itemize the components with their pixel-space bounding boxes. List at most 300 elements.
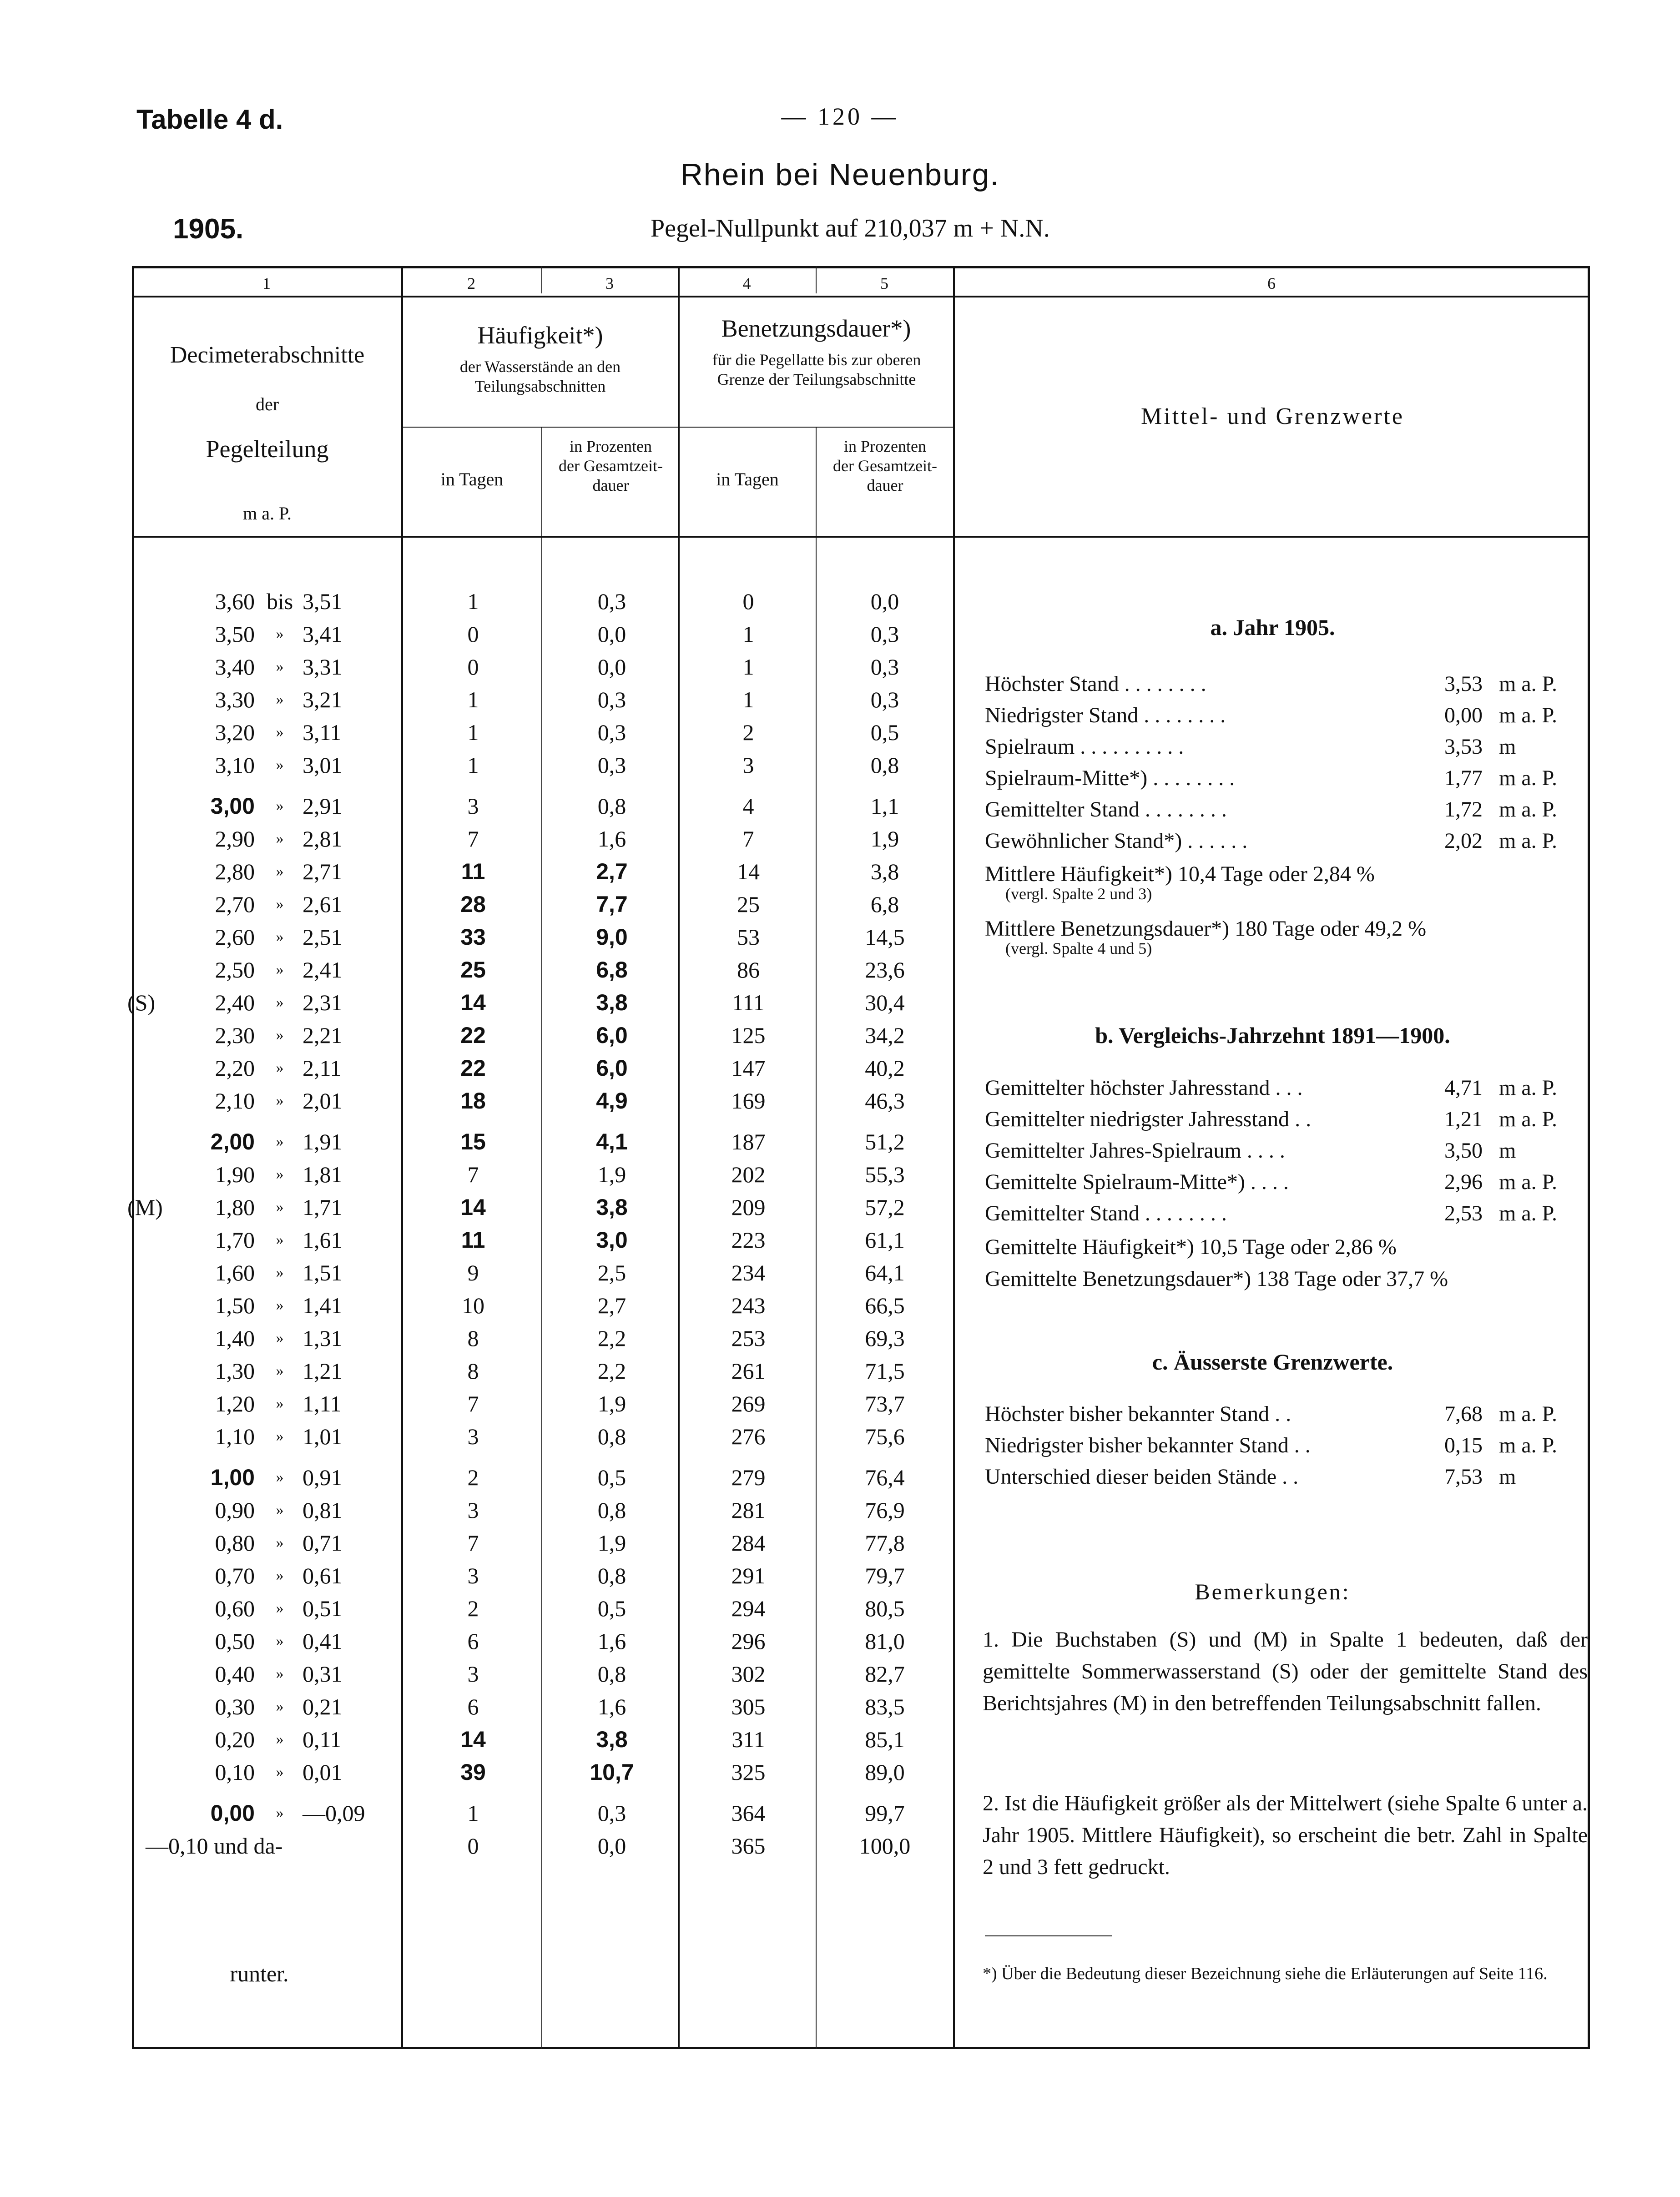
haeufigkeit-days: 8 — [467, 1358, 479, 1384]
benetzung-percent: 75,6 — [865, 1424, 905, 1449]
range-separator: » — [276, 625, 284, 642]
range-separator: » — [276, 724, 284, 741]
bemerkung-1: 1. Die Buchstaben (S) und (M) in Spalte 1 bedeuten, daß der gemittelte Sommerwasserstand (S) oder der gemittelte Stand des Berichtsjahres (M) in den betreffenden Teilungsabschnitt fallen. — [983, 1628, 1588, 1715]
col-number: 3 — [605, 274, 614, 292]
value-label: Höchster bisher bekannter Stand . . — [985, 1402, 1292, 1426]
haeufigkeit-percent: 4,1 — [596, 1129, 628, 1154]
benetzung-days: 187 — [731, 1129, 766, 1154]
benetzung-days: 1 — [742, 621, 754, 647]
benetzung-days: 169 — [731, 1088, 766, 1114]
haeufigkeit-percent: 1,9 — [597, 1530, 626, 1556]
range-from: 0,40 — [215, 1661, 255, 1687]
benetzung-days: 253 — [731, 1325, 766, 1351]
table-row — [0, 683, 1680, 716]
table-row — [0, 650, 1680, 684]
table-row — [0, 716, 1680, 749]
haeufigkeit-percent: 0,8 — [597, 1563, 626, 1588]
benetzung-days: 14 — [737, 859, 760, 884]
col-number: 4 — [742, 274, 751, 292]
range-separator: » — [276, 1469, 284, 1486]
footnote: *) Über die Bedeutung dieser Bezeichnung siehe die Erläuterungen auf Seite 116. — [983, 1964, 1548, 1983]
range-cell — [127, 986, 400, 1019]
table-row — [0, 887, 1680, 921]
benetzung-percent: 55,3 — [865, 1162, 905, 1187]
range-to: 1,81 — [303, 1162, 343, 1187]
range-from: 2,50 — [215, 957, 255, 983]
benetzung-days: 1 — [742, 654, 754, 680]
value-unit: m a. P. — [1499, 797, 1558, 821]
table-row — [0, 1723, 1680, 1756]
in-tagen-header: in Tagen — [440, 469, 504, 489]
range-separator: » — [276, 896, 284, 912]
range-cell — [146, 650, 400, 684]
benetzung-days: 243 — [731, 1293, 766, 1318]
benetzung-percent: 89,0 — [865, 1759, 905, 1785]
benetzung-percent: 0,3 — [870, 687, 899, 712]
haeufigkeit-percent: 10,7 — [590, 1759, 634, 1785]
haeufigkeit-percent: 4,9 — [596, 1088, 628, 1114]
table-row — [0, 953, 1680, 987]
haeufigkeit-days: 3 — [467, 1424, 479, 1449]
value-number: 0,15 — [1444, 1433, 1483, 1457]
haeufigkeit-percent: 6,8 — [596, 957, 628, 983]
in-prozenten-header: in Prozenten der Gesamtzeit-dauer — [833, 437, 937, 495]
table-row — [0, 1084, 1680, 1118]
haeufigkeit-days: 7 — [467, 1391, 479, 1416]
haeufigkeit-subheader: der Wasserstände an den Teilungsabschnitten — [459, 358, 621, 396]
col6-header: Mittel- und Grenzwerte — [1141, 403, 1404, 429]
range-from: 1,30 — [215, 1358, 255, 1384]
mittlere-haeufigkeit-ref: (vergl. Spalte 2 und 3) — [1005, 885, 1152, 903]
range-to: 2,71 — [303, 859, 343, 884]
range-from: 0,00 — [210, 1800, 255, 1826]
value-label: Gemittelte Spielraum-Mitte*) . . . . — [985, 1170, 1289, 1194]
header-rule — [132, 536, 1590, 538]
haeufigkeit-days: 15 — [460, 1129, 486, 1154]
value-unit: m a. P. — [1499, 1076, 1558, 1100]
range-to: 0,71 — [303, 1530, 343, 1556]
value-label: Gemittelter niedrigster Jahresstand . . — [985, 1107, 1312, 1131]
range-to: 1,51 — [303, 1260, 343, 1285]
range-to: 0,61 — [303, 1563, 343, 1588]
range-from: 3,40 — [215, 654, 255, 680]
value-label: Spielraum . . . . . . . . . . — [985, 735, 1184, 759]
haeufigkeit-days: 1 — [467, 752, 479, 778]
benetzung-percent: 23,6 — [865, 957, 905, 983]
benetzung-percent: 100,0 — [859, 1833, 911, 1859]
range-to: 2,61 — [303, 892, 343, 917]
range-cell — [146, 1796, 400, 1830]
range-to: 2,01 — [303, 1088, 343, 1114]
benetzung-percent: 51,2 — [865, 1129, 905, 1154]
benetzung-days: 3 — [742, 752, 754, 778]
benetzung-days: 296 — [731, 1628, 766, 1654]
benetzung-days: 4 — [742, 793, 754, 819]
range-to: 1,01 — [303, 1424, 343, 1449]
value-label: Unterschied dieser beiden Stände . . — [985, 1465, 1299, 1489]
range-to: 0,31 — [303, 1661, 343, 1687]
table-row — [0, 1158, 1680, 1191]
range-cell — [146, 1256, 400, 1290]
range-to: 0,21 — [303, 1694, 343, 1719]
benetzung-days: 325 — [731, 1759, 766, 1785]
range-from: 3,20 — [215, 720, 255, 745]
table-row — [0, 855, 1680, 888]
benetzung-percent: 14,5 — [865, 924, 905, 950]
table-row — [0, 1190, 1680, 1224]
benetzung-percent: 3,8 — [870, 859, 899, 884]
haeufigkeit-days: 11 — [461, 859, 485, 884]
value-label: Gemittelter Jahres-Spielraum . . . . — [985, 1139, 1285, 1163]
haeufigkeit-days: 18 — [460, 1088, 486, 1114]
haeufigkeit-days: 10 — [462, 1293, 484, 1318]
haeufigkeit-percent: 1,9 — [597, 1162, 626, 1187]
range-from: 0,10 — [215, 1759, 255, 1785]
range-separator: » — [276, 1534, 284, 1551]
benetzung-percent: 71,5 — [865, 1358, 905, 1384]
range-to: 2,91 — [303, 793, 343, 819]
haeufigkeit-days: 0 — [467, 621, 479, 647]
value-number: 2,96 — [1444, 1170, 1483, 1194]
benetzung-header: Benetzungsdauer*) — [721, 315, 911, 342]
range-separator: » — [276, 830, 284, 847]
value-unit: m a. P. — [1499, 672, 1558, 696]
range-to: 1,31 — [303, 1325, 343, 1351]
benetzung-days: 305 — [731, 1694, 766, 1719]
value-unit: m a. P. — [1499, 1402, 1558, 1426]
last-row-continuation: runter. — [230, 1961, 289, 1986]
range-to: 3,21 — [303, 687, 343, 712]
benetzung-days: 279 — [731, 1465, 766, 1490]
benetzung-percent: 64,1 — [865, 1260, 905, 1285]
range-separator: » — [276, 1166, 284, 1183]
benetzung-days: 364 — [731, 1800, 766, 1826]
range-from: 1,90 — [215, 1162, 255, 1187]
section-c-title: c. Äusserste Grenzwerte. — [1152, 1349, 1393, 1375]
range-separator: » — [276, 863, 284, 880]
range-cell — [146, 855, 400, 888]
haeufigkeit-days: 3 — [467, 1661, 479, 1687]
table-label: Tabelle 4 d. — [136, 104, 283, 135]
range-cell — [146, 1420, 400, 1453]
col1-header-unit: m a. P. — [243, 503, 292, 524]
haeufigkeit-days: 9 — [467, 1260, 479, 1285]
haeufigkeit-days: 1 — [467, 589, 479, 614]
year-label: 1905. — [173, 213, 244, 245]
range-to: 1,41 — [303, 1293, 343, 1318]
benetzung-percent: 6,8 — [870, 892, 899, 917]
haeufigkeit-days: 14 — [460, 1727, 486, 1752]
benetzung-days: 291 — [731, 1563, 766, 1588]
benetzung-days: 223 — [731, 1227, 766, 1253]
range-separator: » — [276, 994, 284, 1011]
benetzung-days: 86 — [737, 957, 760, 983]
benetzung-percent: 0,5 — [870, 720, 899, 745]
benetzung-percent: 0,3 — [870, 621, 899, 647]
range-cell — [146, 822, 400, 856]
range-separator: » — [276, 1330, 284, 1346]
mittlere-benetzung: Mittlere Benetzungsdauer*) 180 Tage oder 49,2 % — [985, 917, 1427, 941]
value-label: Niedrigster Stand . . . . . . . . — [985, 703, 1226, 727]
haeufigkeit-days: 14 — [460, 1194, 486, 1220]
benetzung-days: 2 — [742, 720, 754, 745]
haeufigkeit-days: 2 — [467, 1465, 479, 1490]
range-cell — [146, 1354, 400, 1388]
haeufigkeit-days: 28 — [460, 892, 486, 917]
benetzung-days: 284 — [731, 1530, 766, 1556]
range-to: 2,81 — [303, 826, 343, 852]
benetzung-percent: 99,7 — [865, 1800, 905, 1826]
value-number: 3,53 — [1444, 672, 1483, 696]
range-separator: » — [276, 1133, 284, 1150]
in-tagen-header: in Tagen — [716, 469, 779, 489]
benetzung-percent: 30,4 — [865, 990, 905, 1015]
table-row — [0, 822, 1680, 856]
table-row — [0, 1387, 1680, 1421]
benetzung-percent: 82,7 — [865, 1661, 905, 1687]
value-label: Gemittelter Stand . . . . . . . . — [985, 1201, 1227, 1225]
value-number: 2,53 — [1444, 1201, 1483, 1225]
haeufigkeit-header: Häufigkeit*) — [477, 322, 603, 349]
range-to: 3,11 — [303, 720, 342, 745]
haeufigkeit-days: 39 — [460, 1759, 486, 1785]
value-unit: m a. P. — [1499, 1201, 1558, 1225]
haeufigkeit-days: 1 — [467, 1800, 479, 1826]
range-separator: » — [276, 1395, 284, 1412]
benetzung-days: 261 — [731, 1358, 766, 1384]
haeufigkeit-days: 7 — [467, 826, 479, 852]
range-separator: » — [276, 1428, 284, 1445]
benetzung-days: 25 — [737, 892, 760, 917]
range-from: 2,80 — [215, 859, 255, 884]
table-row — [0, 1223, 1680, 1257]
benetzung-percent: 69,3 — [865, 1325, 905, 1351]
range-from: 1,00 — [210, 1465, 255, 1490]
value-unit: m a. P. — [1499, 829, 1558, 853]
haeufigkeit-percent: 3,8 — [596, 1727, 628, 1752]
table-row — [0, 920, 1680, 954]
benetzung-days: 125 — [731, 1023, 766, 1048]
value-label: Höchster Stand . . . . . . . . — [985, 672, 1206, 696]
value-number: 3,53 — [1444, 735, 1483, 759]
col-number: 2 — [467, 274, 475, 292]
range-cell — [146, 1755, 400, 1789]
haeufigkeit-days: 14 — [460, 990, 486, 1015]
haeufigkeit-percent: 0,5 — [597, 1465, 626, 1490]
range-from: 2,20 — [215, 1055, 255, 1081]
range-separator: » — [276, 1567, 284, 1584]
benetzung-percent: 34,2 — [865, 1023, 905, 1048]
col-number: 6 — [1267, 274, 1276, 292]
haeufigkeit-percent: 1,6 — [597, 1694, 626, 1719]
range-separator: » — [276, 1600, 284, 1617]
range-separator: » — [276, 1092, 284, 1109]
benetzung-subheader: für die Pegellatte bis zur oberen Grenze der Teilungsabschnitte — [712, 351, 921, 389]
value-number: 7,53 — [1444, 1465, 1483, 1489]
benetzung-days: 202 — [731, 1162, 766, 1187]
range-cell — [146, 920, 400, 954]
col1-header: Decimeterabschnitte — [170, 342, 365, 368]
value-label: Gewöhnlicher Stand*) . . . . . . — [985, 829, 1248, 853]
value-unit: m a. P. — [1499, 1170, 1558, 1194]
haeufigkeit-days: 3 — [467, 793, 479, 819]
benetzung-days: 269 — [731, 1391, 766, 1416]
range-to: 2,11 — [303, 1055, 342, 1081]
range-separator: » — [276, 961, 284, 978]
haeufigkeit-percent: 0,3 — [597, 589, 626, 614]
bemerkungen-title: Bemerkungen: — [1195, 1579, 1351, 1604]
range-from: 2,30 — [215, 1023, 255, 1048]
range-cell — [146, 1158, 400, 1191]
haeufigkeit-percent: 3,0 — [596, 1227, 628, 1253]
range-separator: » — [276, 1764, 284, 1780]
value-number: 1,77 — [1444, 766, 1483, 790]
benetzung-percent: 76,4 — [865, 1465, 905, 1490]
haeufigkeit-percent: 0,3 — [597, 687, 626, 712]
benetzung-percent: 0,3 — [870, 654, 899, 680]
value-label: Spielraum-Mitte*) . . . . . . . . — [985, 766, 1235, 790]
range-cell — [146, 748, 400, 782]
range-from: 2,90 — [215, 826, 255, 852]
benetzung-percent: 0,0 — [870, 589, 899, 614]
range-cell — [146, 887, 400, 921]
benetzung-days: 281 — [731, 1497, 766, 1523]
haeufigkeit-percent: 3,8 — [596, 990, 628, 1015]
range-to: 2,21 — [303, 1023, 343, 1048]
value-unit: m — [1499, 1139, 1516, 1163]
range-from: 2,40 — [215, 990, 255, 1015]
value-number: 2,02 — [1444, 829, 1483, 853]
haeufigkeit-percent: 0,0 — [597, 621, 626, 647]
benetzung-percent: 83,5 — [865, 1694, 905, 1719]
range-separator: » — [276, 1231, 284, 1248]
range-cell — [146, 1657, 400, 1691]
haeufigkeit-percent: 0,0 — [597, 1833, 626, 1859]
value-number: 3,50 — [1444, 1139, 1483, 1163]
haeufigkeit-percent: 0,8 — [597, 1661, 626, 1687]
benetzung-days: 0 — [742, 589, 754, 614]
section-b-title: b. Vergleichs-Jahrzehnt 1891—1900. — [1095, 1023, 1450, 1048]
haeufigkeit-days: 1 — [467, 720, 479, 745]
range-cell — [146, 953, 400, 987]
benetzung-days: 294 — [731, 1596, 766, 1621]
range-to: 0,81 — [303, 1497, 343, 1523]
range-to: 3,51 — [303, 589, 343, 614]
haeufigkeit-days: 6 — [467, 1694, 479, 1719]
haeufigkeit-days: 3 — [467, 1497, 479, 1523]
haeufigkeit-percent: 0,3 — [597, 752, 626, 778]
range-cell — [146, 1690, 400, 1723]
col1-header-der: der — [255, 394, 279, 414]
pegel-nullpunkt: Pegel-Nullpunkt auf 210,037 m + N.N. — [651, 214, 1050, 242]
range-to: 2,41 — [303, 957, 343, 983]
range-separator: » — [276, 1698, 284, 1715]
benetzung-percent: 46,3 — [865, 1088, 905, 1114]
value-unit: m a. P. — [1499, 703, 1558, 727]
range-from: 1,60 — [215, 1260, 255, 1285]
range-from: 3,60 — [215, 589, 255, 614]
range-from: 3,50 — [215, 621, 255, 647]
haeufigkeit-days: 7 — [467, 1530, 479, 1556]
haeufigkeit-percent: 0,5 — [597, 1596, 626, 1621]
value-unit: m a. P. — [1499, 766, 1558, 790]
haeufigkeit-percent: 2,7 — [596, 859, 628, 884]
haeufigkeit-percent: 2,2 — [597, 1358, 626, 1384]
range-from: 2,70 — [215, 892, 255, 917]
benetzung-percent: 76,9 — [865, 1497, 905, 1523]
benetzung-percent: 61,1 — [865, 1227, 905, 1253]
range-to: 3,31 — [303, 654, 343, 680]
range-to: —0,09 — [303, 1800, 365, 1826]
haeufigkeit-percent: 0,8 — [597, 1497, 626, 1523]
header-rule — [401, 427, 953, 428]
range-cell — [146, 1018, 400, 1052]
benetzung-percent: 79,7 — [865, 1563, 905, 1588]
range-cell — [146, 1624, 400, 1658]
range-cell — [146, 1493, 400, 1527]
benetzung-percent: 80,5 — [865, 1596, 905, 1621]
table-row — [0, 1755, 1680, 1789]
mittlere-benetzung-ref: (vergl. Spalte 4 und 5) — [1005, 939, 1152, 957]
range-cell — [146, 1559, 400, 1592]
range-cell — [146, 683, 400, 716]
range-separator: » — [276, 1665, 284, 1682]
benetzung-days: 53 — [737, 924, 760, 950]
range-separator: » — [276, 1297, 284, 1314]
haeufigkeit-days: 22 — [460, 1055, 486, 1081]
range-cell — [146, 1592, 400, 1625]
benetzung-days: 209 — [731, 1194, 766, 1220]
value-label: Gemittelter Stand . . . . . . . . — [985, 797, 1227, 821]
range-cell — [146, 1461, 400, 1494]
range-from: 1,10 — [215, 1424, 255, 1449]
range-cell — [146, 1125, 400, 1159]
benetzung-days: 147 — [731, 1055, 766, 1081]
range-cell — [127, 1190, 400, 1224]
table-row — [0, 1125, 1680, 1159]
table-row — [0, 1051, 1680, 1085]
haeufigkeit-percent: 9,0 — [596, 924, 628, 950]
table-row — [0, 986, 1680, 1019]
range-separator: » — [276, 691, 284, 708]
haeufigkeit-days: 11 — [461, 1227, 485, 1253]
range-cell — [146, 1084, 400, 1118]
range-to: 1,71 — [303, 1194, 343, 1220]
range-to: 2,51 — [303, 924, 343, 950]
bemerkung-2: 2. Ist die Häufigkeit größer als der Mittelwert (siehe Spalte 6 unter a. Jahr 1905. Mittlere Häufigkeit), so erscheint die betr. Zahl in Spalte 2 und 3 fett gedruckt. — [983, 1791, 1588, 1879]
range-cell — [146, 1289, 400, 1322]
haeufigkeit-percent: 6,0 — [596, 1023, 628, 1048]
range-to: 0,01 — [303, 1759, 343, 1785]
table-row — [0, 1493, 1680, 1527]
range-cell — [146, 1051, 400, 1085]
value-unit: m — [1499, 1465, 1516, 1489]
range-from: 3,10 — [215, 752, 255, 778]
range-from: 1,20 — [215, 1391, 255, 1416]
range-separator: » — [276, 1027, 284, 1043]
value-unit: m a. P. — [1499, 1107, 1558, 1131]
range-to: 3,41 — [303, 621, 343, 647]
table-row — [0, 748, 1680, 782]
range-from: 2,10 — [215, 1088, 255, 1114]
range-cell — [146, 716, 400, 749]
range-separator: » — [276, 1502, 284, 1518]
range-from: 2,00 — [210, 1129, 255, 1154]
value-number: 1,72 — [1444, 797, 1483, 821]
value-number: 0,00 — [1444, 703, 1483, 727]
range-separator: bis — [266, 589, 293, 614]
benetzung-percent: 66,5 — [865, 1293, 905, 1318]
